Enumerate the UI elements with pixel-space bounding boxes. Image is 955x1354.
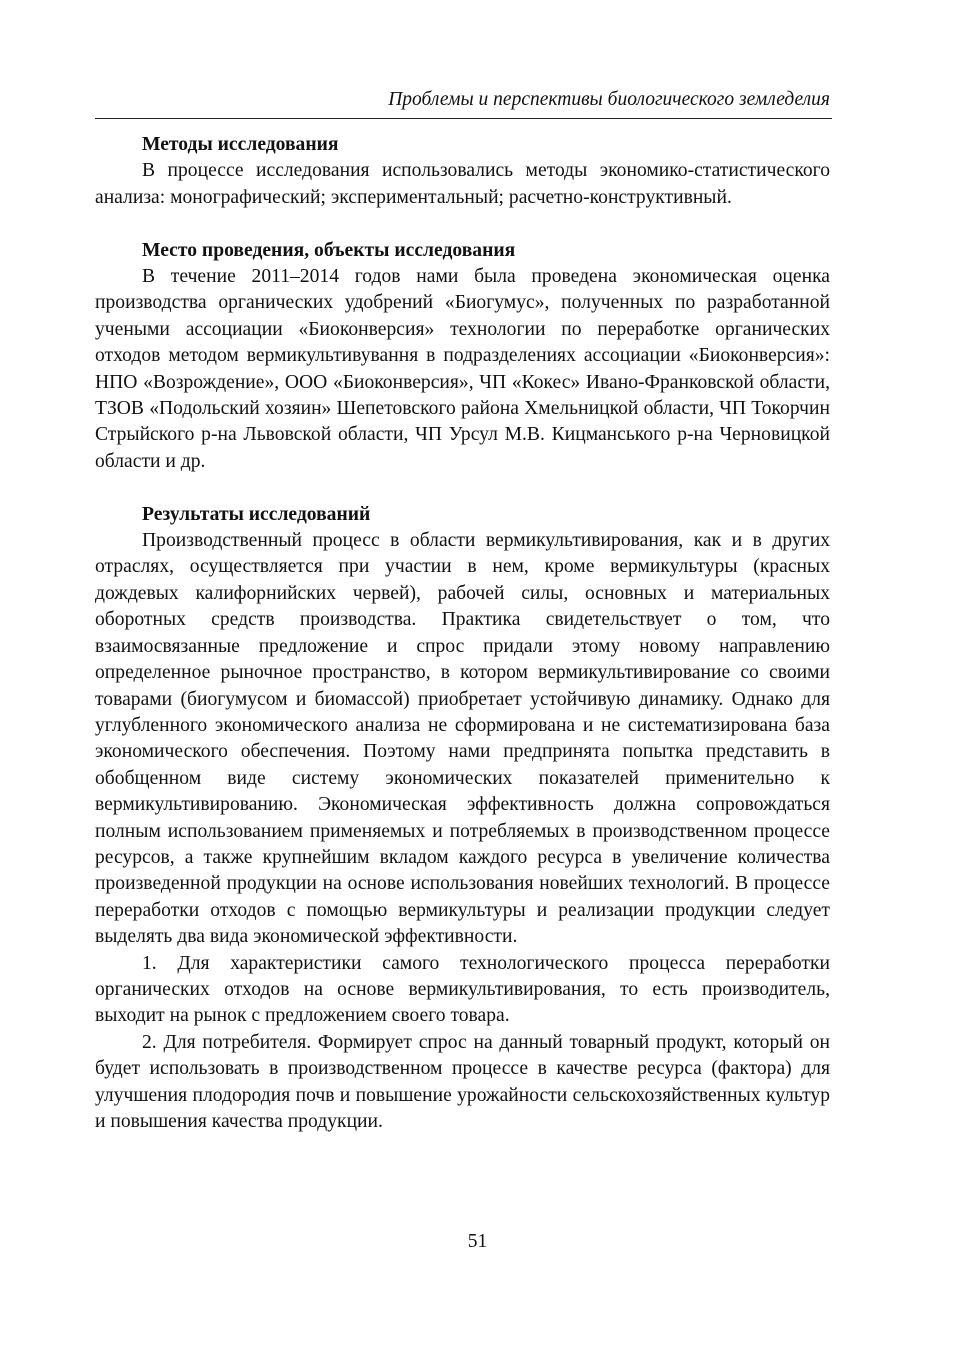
section-gap (95, 475, 830, 501)
section-heading: Методы исследования (142, 134, 339, 155)
paragraph: В течение 2011–2014 годов нами была проведена экономическая оценка производства органических удобрений «Биогумус», полученных по разработанной учеными ассоциации «Биоконверсия» технологии по переработке органических отходов методом вермикультивування в подразделениях ассоциации «Биоконверсия»: НПО «Возрождение», ООО «Биоконверсия», ЧП «Кокес» Ивано-Франковской области, ТЗОВ «Подольский хозяин» Шепетовского района Хмельницкой области, ЧП Токорчин Стрыйского р-на Львовской области, ЧП Урсул М.В. Кицманського р-на Черновицкой области и др. (95, 266, 830, 472)
paragraph: 2. Для потребителя. Формирует спрос на данный товарный продукт, который он будет использовать в производственном процессе в качестве ресурса (фактора) для улучшения плодородия почв и повышение урожайности сельскохозяйственных культур и повышения качества продукции. (95, 1031, 830, 1132)
paragraph: 1. Для характеристики самого технологического процесса переработки органических отходов на основе вермикультивирования, то есть производитель, выходит на рынок с предложением своего товара. (95, 952, 830, 1027)
paragraph: В процессе исследования использовались методы экономико-статистического анализа: монографический; экспериментальный; расчетно-конструктивный. (95, 160, 830, 208)
section-gap (95, 211, 830, 237)
section-methods (95, 132, 830, 211)
page-body (95, 132, 830, 1135)
section-results (95, 502, 830, 1136)
paragraph: Производственный процесс в области вермикультивирования, как и в других отраслях, осуществляется при участии в нем, кроме вермикультуры (красных дождевых калифорнийских червей), рабочей силы, основных и материальных оборотных средств производства. Практика свидетельствует о том, что взаимосвязанные предложение и спрос придали этому новому направлению определенное рыночное пространство, в котором вермикультивирование со своими товарами (биогумусом и биомассой) приобретает устойчивую динамику. Однако для углубленного экономического анализа не сформирована и не систематизирована база экономического обеспечения. Поэтому нами предпринята попытка представить в обобщенном виде систему экономических показателей применительно к вермикультивированию. Экономическая эффективность должна сопровождаться полным использованием применяемых и потребляемых в производственном процессе ресурсов, а также крупнейшим вкладом каждого ресурса в увеличение количества произведенной продукции на основе использования новейших технологий. В процессе переработки отходов с помощью вермикультуры и реализации продукции следует выделять два вида экономической эффективности. (95, 530, 830, 948)
running-header: Проблемы и перспективы биологического земледелия (388, 89, 830, 110)
section-location (95, 238, 830, 476)
page-number: 51 (467, 1231, 488, 1252)
section-heading: Результаты исследований (142, 503, 371, 525)
section-heading: Место проведения, объекты исследования (142, 239, 516, 261)
header-rule (95, 118, 832, 119)
